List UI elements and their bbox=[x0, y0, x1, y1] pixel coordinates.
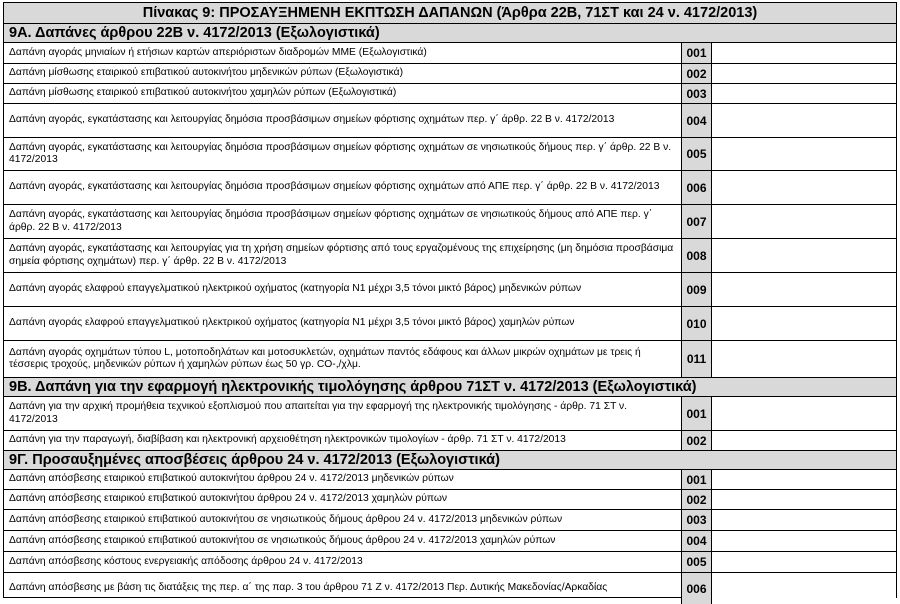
row-description: Δαπάνη για την παραγωγή, διαβίβαση και ηλεκτρονική αρχειοθέτηση ηλεκτρονικών τιμολογίων - άρθρ. 71 ΣΤ ν. 4172/2013 bbox=[4, 431, 682, 450]
table-row bbox=[4, 573, 896, 604]
row-code: 001 bbox=[682, 43, 712, 63]
row-code: 001 bbox=[682, 397, 712, 430]
table-row bbox=[4, 138, 896, 171]
amount-field[interactable] bbox=[712, 573, 896, 604]
amount-field[interactable] bbox=[712, 84, 896, 103]
section-heading-9b: 9Β. Δαπάνη για την εφαρμογή ηλεκτρονικής τιμολόγησης άρθρου 71ΣΤ ν. 4172/2013 (Εξωλογιστικά) bbox=[4, 378, 896, 397]
row-description: Δαπάνη απόσβεσης με βάση τις διατάξεις της περ. α΄ της παρ. 3 του άρθρου 71 Ζ ν. 4172/2013 Περ. Δυτικής Μακεδονίας/Αρκαδίας bbox=[4, 573, 682, 604]
amount-field[interactable] bbox=[712, 490, 896, 509]
amount-field[interactable] bbox=[712, 431, 896, 450]
table-row bbox=[4, 510, 896, 531]
section-heading-9c: 9Γ. Προσαυξημένες αποσβέσεις άρθρου 24 ν. 4172/2013 (Εξωλογιστικά) bbox=[4, 451, 896, 470]
amount-field[interactable] bbox=[712, 470, 896, 489]
row-description: Δαπάνη για την αρχική προμήθεια τεχνικού εξοπλισμού που απαιτείται για την εφαρμογή της ηλεκτρονικής τιμολόγησης - άρθρ. 71 ΣΤ ν. 4172/2013 bbox=[4, 397, 682, 430]
table-title: Πίνακας 9: ΠΡΟΣΑΥΞΗΜΕΝΗ ΕΚΠΤΩΣΗ ΔΑΠΑΝΩΝ (Άρθρα 22Β, 71ΣΤ και 24 ν. 4172/2013) bbox=[4, 3, 896, 24]
amount-field[interactable] bbox=[712, 43, 896, 63]
row-description: Δαπάνη αγοράς ελαφρού επαγγελματικού ηλεκτρικού οχήματος (κατηγορία Ν1 μέχρι 3,5 τόνοι μικτό βάρος) μηδενικών ρύπων bbox=[4, 273, 682, 306]
table-row bbox=[4, 490, 896, 510]
amount-field[interactable] bbox=[712, 341, 896, 377]
table-row bbox=[4, 552, 896, 573]
table-row bbox=[4, 84, 896, 104]
table-row bbox=[4, 341, 896, 378]
amount-field[interactable] bbox=[712, 510, 896, 530]
row-description: Δαπάνη απόσβεσης εταιρικού επιβατικού αυτοκινήτου σε νησιωτικούς δήμους άρθρου 24 ν. 4172/2013 χαμηλών ρύπων bbox=[4, 531, 682, 551]
row-code: 005 bbox=[682, 552, 712, 572]
table-row bbox=[4, 431, 896, 451]
section-heading-9a: 9Α. Δαπάνες άρθρου 22Β ν. 4172/2013 (Εξωλογιστικά) bbox=[4, 24, 896, 43]
row-code: 002 bbox=[682, 64, 712, 83]
row-description: Δαπάνη αγοράς, εγκατάστασης και λειτουργίας για τη χρήση σημείων φόρτισης από τους εργαζομένους της επιχείρησης (μη δημόσια προσβάσιμα σημεία φόρτισης οχημάτων) περ. γ΄ άρθρ. 22 Β ν. 4172/2013 bbox=[4, 239, 682, 272]
row-description: Δαπάνη αγοράς, εγκατάστασης και λειτουργίας δημόσια προσβάσιμων σημείων φόρτισης οχημάτων περ. γ΄ άρθρ. 22 Β ν. 4172/2013 bbox=[4, 104, 682, 137]
amount-field[interactable] bbox=[712, 531, 896, 551]
row-code: 010 bbox=[682, 307, 712, 340]
amount-field[interactable] bbox=[712, 552, 896, 572]
amount-field[interactable] bbox=[712, 239, 896, 272]
amount-field[interactable] bbox=[712, 138, 896, 170]
row-code: 008 bbox=[682, 239, 712, 272]
amount-field[interactable] bbox=[712, 205, 896, 238]
row-description: Δαπάνη αγοράς οχημάτων τύπου L, μοτοποδηλάτων και μοτοσυκλετών, οχημάτων παντός εδάφους και άλλων μικρών οχημάτων με τρεις ή τέσσερις τροχούς, μηδενικών ρύπων ή χαμηλών ρύπων έως 50 γρ. CO-,/χλμ. bbox=[4, 341, 682, 377]
table-row bbox=[4, 171, 896, 205]
amount-field[interactable] bbox=[712, 171, 896, 204]
row-code: 002 bbox=[682, 431, 712, 450]
table-row bbox=[4, 470, 896, 490]
table-row bbox=[4, 307, 896, 341]
row-code: 005 bbox=[682, 138, 712, 170]
amount-field[interactable] bbox=[712, 104, 896, 137]
row-description: Δαπάνη μίσθωσης εταιρικού επιβατικού αυτοκινήτου χαμηλών ρύπων (Εξωλογιστικά) bbox=[4, 84, 682, 103]
row-description: Δαπάνη απόσβεσης κόστους ενεργειακής απόδοσης άρθρου 24 ν. 4172/2013 bbox=[4, 552, 682, 572]
row-code: 002 bbox=[682, 490, 712, 509]
row-code: 004 bbox=[682, 104, 712, 137]
row-code: 011 bbox=[682, 341, 712, 377]
table-row bbox=[4, 43, 896, 64]
amount-field[interactable] bbox=[712, 307, 896, 340]
row-description: Δαπάνη μίσθωσης εταιρικού επιβατικού αυτοκινήτου μηδενικών ρύπων (Εξωλογιστικά) bbox=[4, 64, 682, 83]
row-description: Δαπάνη αγοράς, εγκατάστασης και λειτουργίας δημόσια προσβάσιμων σημείων φόρτισης οχημάτων σε νησιωτικούς δήμους περ. γ΄ άρθρ. 22 Β ν. 4172/2013 bbox=[4, 138, 682, 170]
amount-field[interactable] bbox=[712, 64, 896, 83]
table-row bbox=[4, 531, 896, 552]
row-code: 006 bbox=[682, 573, 712, 604]
row-description: Δαπάνη απόσβεσης εταιρικού επιβατικού αυτοκινήτου άρθρου 24 ν. 4172/2013 μηδενικών ρύπων bbox=[4, 470, 682, 489]
row-description: Δαπάνη απόσβεσης εταιρικού επιβατικού αυτοκινήτου άρθρου 24 ν. 4172/2013 χαμηλών ρύπων bbox=[4, 490, 682, 509]
row-code: 003 bbox=[682, 510, 712, 530]
table-row bbox=[4, 64, 896, 84]
row-description: Δαπάνη απόσβεσης εταιρικού επιβατικού αυτοκινήτου σε νησιωτικούς δήμους άρθρου 24 ν. 4172/2013 μηδενικών ρύπων bbox=[4, 510, 682, 530]
amount-field[interactable] bbox=[712, 273, 896, 306]
row-code: 006 bbox=[682, 171, 712, 204]
row-code: 004 bbox=[682, 531, 712, 551]
table-row bbox=[4, 205, 896, 239]
table-row bbox=[4, 397, 896, 431]
row-description: Δαπάνη αγοράς, εγκατάστασης και λειτουργίας δημόσια προσβάσιμων σημείων φόρτισης οχημάτων σε νησιωτικούς δήμους από ΑΠΕ περ. γ΄ άρθρ. 22 Β ν. 4172/2013 bbox=[4, 205, 682, 238]
row-code: 009 bbox=[682, 273, 712, 306]
amount-field[interactable] bbox=[712, 397, 896, 430]
row-description: Δαπάνη αγοράς, εγκατάστασης και λειτουργίας δημόσια προσβάσιμων σημείων φόρτισης οχημάτων από ΑΠΕ περ. γ΄ άρθρ. 22 Β ν. 4172/2013 bbox=[4, 171, 682, 204]
table-row bbox=[4, 273, 896, 307]
row-code: 001 bbox=[682, 470, 712, 489]
row-code: 007 bbox=[682, 205, 712, 238]
row-description: Δαπάνη αγοράς ελαφρού επαγγελματικού ηλεκτρικού οχήματος (κατηγορία Ν1 μέχρι 3,5 τόνοι μικτό βάρος) χαμηλών ρύπων bbox=[4, 307, 682, 340]
form-table bbox=[3, 2, 897, 598]
table-row bbox=[4, 104, 896, 138]
table-row bbox=[4, 239, 896, 273]
row-code: 003 bbox=[682, 84, 712, 103]
row-description: Δαπάνη αγοράς μηνιαίων ή ετήσιων καρτών απεριόριστων διαδρομών ΜΜΕ (Εξωλογιστικά) bbox=[4, 43, 682, 63]
